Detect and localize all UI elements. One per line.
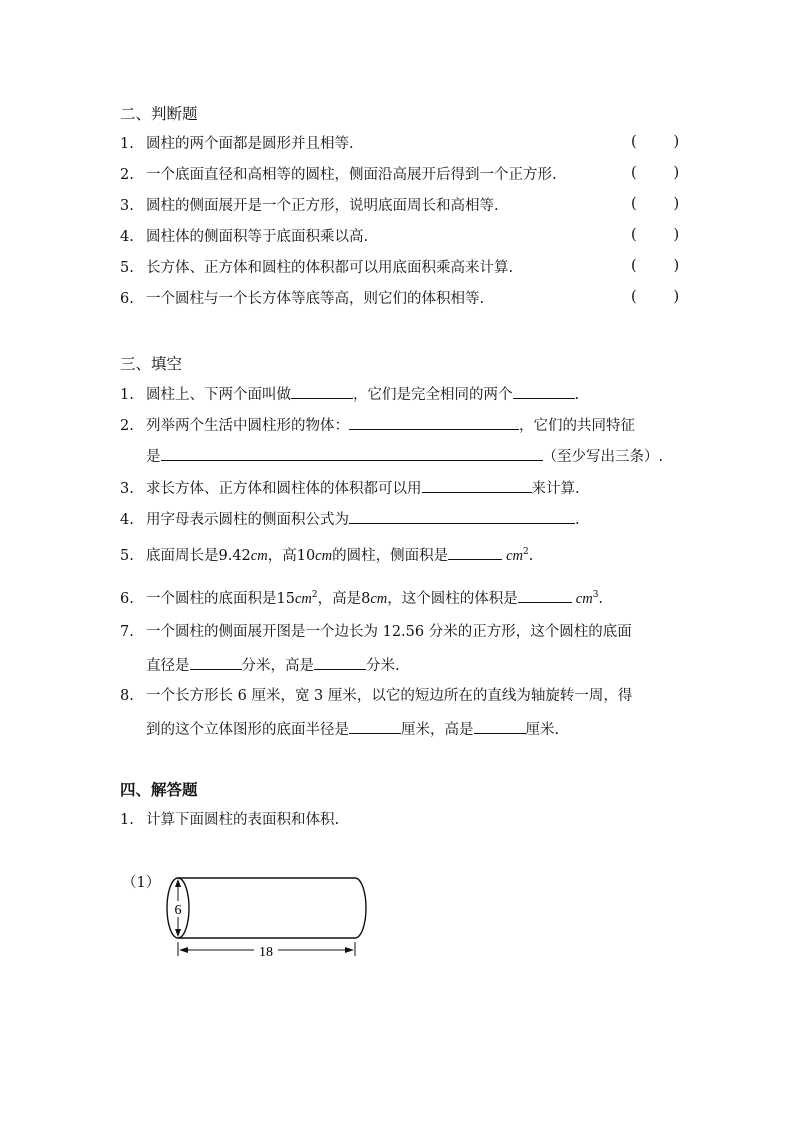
fill-question-2-continued: 是 （至少写出三条）.: [146, 445, 663, 467]
figure-label: （1）: [122, 875, 161, 891]
answer-blank[interactable]: [349, 718, 401, 734]
fill-question-1: 1. 圆柱上、下两个面叫做 ，它们是完全相同的两个 .: [120, 383, 579, 405]
answer-blank[interactable]: [190, 654, 242, 670]
length-arrow-right: [345, 947, 354, 953]
fill-question-3: 3. 求长方体、正方体和圆柱体的体积都可以用 来计算.: [120, 477, 580, 499]
answer-parentheses[interactable]: ( ): [631, 227, 680, 243]
fill-question-7: 7. 一个圆柱的侧面展开图是一个边长为 12.56 分米的正方形，这个圆柱的底面: [120, 624, 632, 640]
cylinder-right-end: [355, 878, 366, 938]
fill-question-8-continued: 到的这个立体图形的底面半径是 厘米，高是 厘米.: [146, 718, 559, 740]
answer-parentheses[interactable]: ( ): [631, 258, 680, 274]
judgement-item: 5. 长方体、正方体和圆柱的体积都可以用底面积乘高来计算.: [120, 260, 514, 276]
section-title-fill-blank: 三、填空: [120, 355, 183, 373]
judgement-item: 4. 圆柱体的侧面积等于底面积乘以高.: [120, 229, 369, 245]
section-title-answer: 四、解答题: [120, 780, 198, 799]
answer-blank[interactable]: [291, 383, 353, 399]
answer-blank[interactable]: [349, 508, 575, 524]
fill-question-6: 6. 一个圆柱的底面积是$15cm^2$，高是8cm，这个圆柱的体积是 $cm^3$.: [120, 587, 603, 609]
length-label: 18: [259, 945, 273, 960]
answer-parentheses[interactable]: ( ): [631, 289, 680, 305]
answer-blank[interactable]: [422, 477, 532, 493]
answer-blank[interactable]: [349, 414, 519, 430]
answer-question-1: 1. 计算下面圆柱的表面积和体积.: [120, 812, 340, 828]
fill-question-7-continued: 直径是 分米，高是 分米.: [146, 654, 400, 676]
answer-blank[interactable]: [314, 654, 366, 670]
fill-question-8: 8. 一个长方形长 6 厘米，宽 3 厘米，以它的短边所在的直线为轴旋转一周，得: [120, 688, 633, 704]
judgement-item: 6. 一个圆柱与一个长方体等底等高，则它们的体积相等.: [120, 291, 485, 307]
answer-blank[interactable]: [518, 587, 572, 603]
answer-parentheses[interactable]: ( ): [631, 165, 680, 181]
answer-blank[interactable]: [474, 718, 526, 734]
answer-blank[interactable]: [161, 445, 543, 461]
answer-blank[interactable]: [513, 383, 575, 399]
judgement-item: 2. 一个底面直径和高相等的圆柱，侧面沿高展开后得到一个正方形.: [120, 167, 557, 183]
diameter-arrow-bottom: [175, 929, 181, 937]
fill-question-2: 2. 列举两个生活中圆柱形的物体： ，它们的共同特征: [120, 414, 635, 436]
fill-question-4: 4. 用字母表示圆柱的侧面积公式为 .: [120, 508, 580, 530]
cylinder-figure: [160, 870, 375, 962]
diameter-label: 6: [174, 903, 182, 918]
answer-blank[interactable]: [448, 544, 502, 560]
fill-question-5: 5. 底面周长是9.42cm，高10cm的圆柱，侧面积是 $cm^2$.: [120, 544, 533, 566]
judgement-item: 3. 圆柱的侧面展开是一个正方形，说明底面周长和高相等.: [120, 198, 499, 214]
answer-parentheses[interactable]: ( ): [631, 134, 680, 150]
answer-parentheses[interactable]: ( ): [631, 196, 680, 212]
judgement-item: 1. 圆柱的两个面都是圆形并且相等.: [120, 136, 354, 152]
diameter-arrow-top: [175, 879, 181, 887]
section-title-judgement: 二、判断题: [120, 105, 198, 123]
length-arrow-left: [179, 947, 188, 953]
